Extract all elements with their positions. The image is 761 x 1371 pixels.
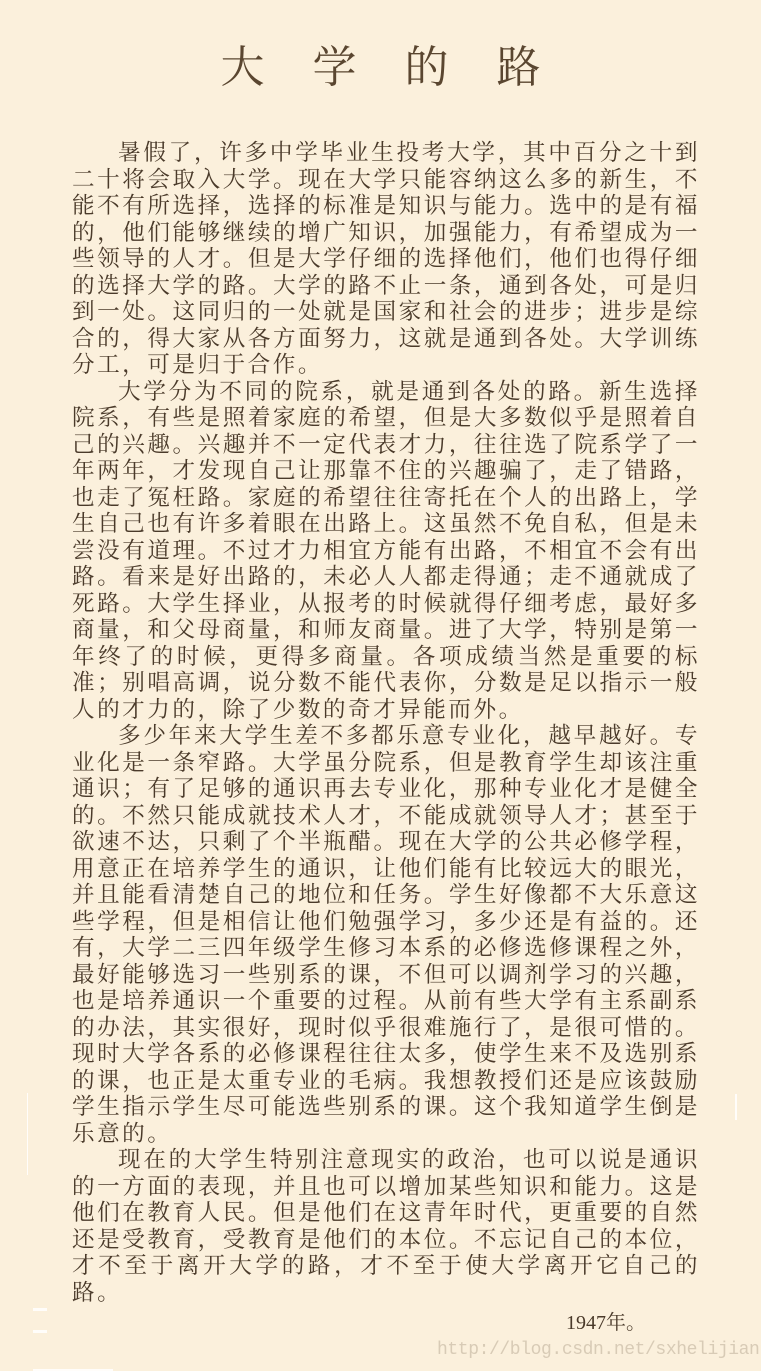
paragraph-1: 暑假了，许多中学毕业生投考大学，其中百分之十到二十将会取入大学。现在大学只能容纳这么多的新生，不能不有所选择，选择的标准是知识与能力。选中的是有福的，他们能够继续的增广知识，加强能力，有希望成为一些领导的人才。但是大学仔细的选择他们，他们也得仔细的选择大学的路。大学的路不止一条，通到各处，可是归到一处。这同归的一处就是国家和社会的进步；进步是综合的，得大家从各方面努力，这就是通到各处。大学训练分工，可是归于合作。	[72, 140, 700, 378]
right-edge-line	[735, 1094, 737, 1120]
watermark-url: http://blog.csdn.net/sxhelijian	[437, 1340, 760, 1360]
date-signature: 1947年。	[566, 1312, 646, 1334]
page-title: 大学的路	[220, 42, 589, 93]
left-dash-mark-bottom	[33, 1330, 47, 1333]
article-body	[72, 140, 700, 1306]
paragraph-2: 大学分为不同的院系，就是通到各处的路。新生选择院系，有些是照着家庭的希望，但是大多数似乎是照着自己的兴趣。兴趣并不一定代表才力，往往选了院系学了一年两年，才发现自己让那靠不住的兴趣骗了，走了错路，也走了冤枉路。家庭的希望往往寄托在个人的出路上，学生自己也有许多着眼在出路上。这虽然不免自私，但是未尝没有道理。不过才力相宜方能有出路，不相宜不会有出路。看来是好出路的，未必人人都走得通；走不通就成了死路。大学生择业，从报考的时候就得仔细考虑，最好多商量，和父母商量，和师友商量。进了大学，特别是第一年终了的时候，更得多商量。各项成绩当然是重要的标准；别唱高调，说分数不能代表你，分数是足以指示一般人的才力的，除了少数的奇才异能而外。	[72, 378, 700, 723]
paragraph-3: 多少年来大学生差不多都乐意专业化，越早越好。专业化是一条窄路。大学虽分院系，但是教育学生却该注重通识；有了足够的通识再去专业化，那种专业化才是健全的。不然只能成就技术人才，不能成就领导人才；甚至于欲速不达，只剩了个半瓶醋。现在大学的公共必修学程，用意正在培养学生的通识，让他们能有比较远大的眼光，并且能看清楚自己的地位和任务。学生好像都不大乐意这些学程，但是相信让他们勉强学习，多少还是有益的。还有，大学二三四年级学生修习本系的必修选修课程之外，最好能够选习一些别系的课，不但可以调剂学习的兴趣，也是培养通识一个重要的过程。从前有些大学有主系副系的办法，其实很好，现时似乎很难施行了，是很可惜的。现时大学各系的必修课程往往太多，使学生来不及选别系的课，也正是太重专业的毛病。我想教授们还是应该鼓励学生指示学生尽可能选些别系的课。这个我知道学生倒是乐意的。	[72, 723, 700, 1147]
left-dash-mark-top	[33, 1308, 47, 1311]
paragraph-4: 现在的大学生特别注意现实的政治，也可以说是通识的一方面的表现，并且也可以增加某些知识和能力。这是他们在教育人民。但是他们在这青年时代，更重要的自然还是受教育，受教育是他们的本位。不忘记自己的本位，才不至于离开大学的路，才不至于使大学离开它自己的路。	[72, 1147, 700, 1306]
left-edge-line	[27, 1093, 28, 1175]
